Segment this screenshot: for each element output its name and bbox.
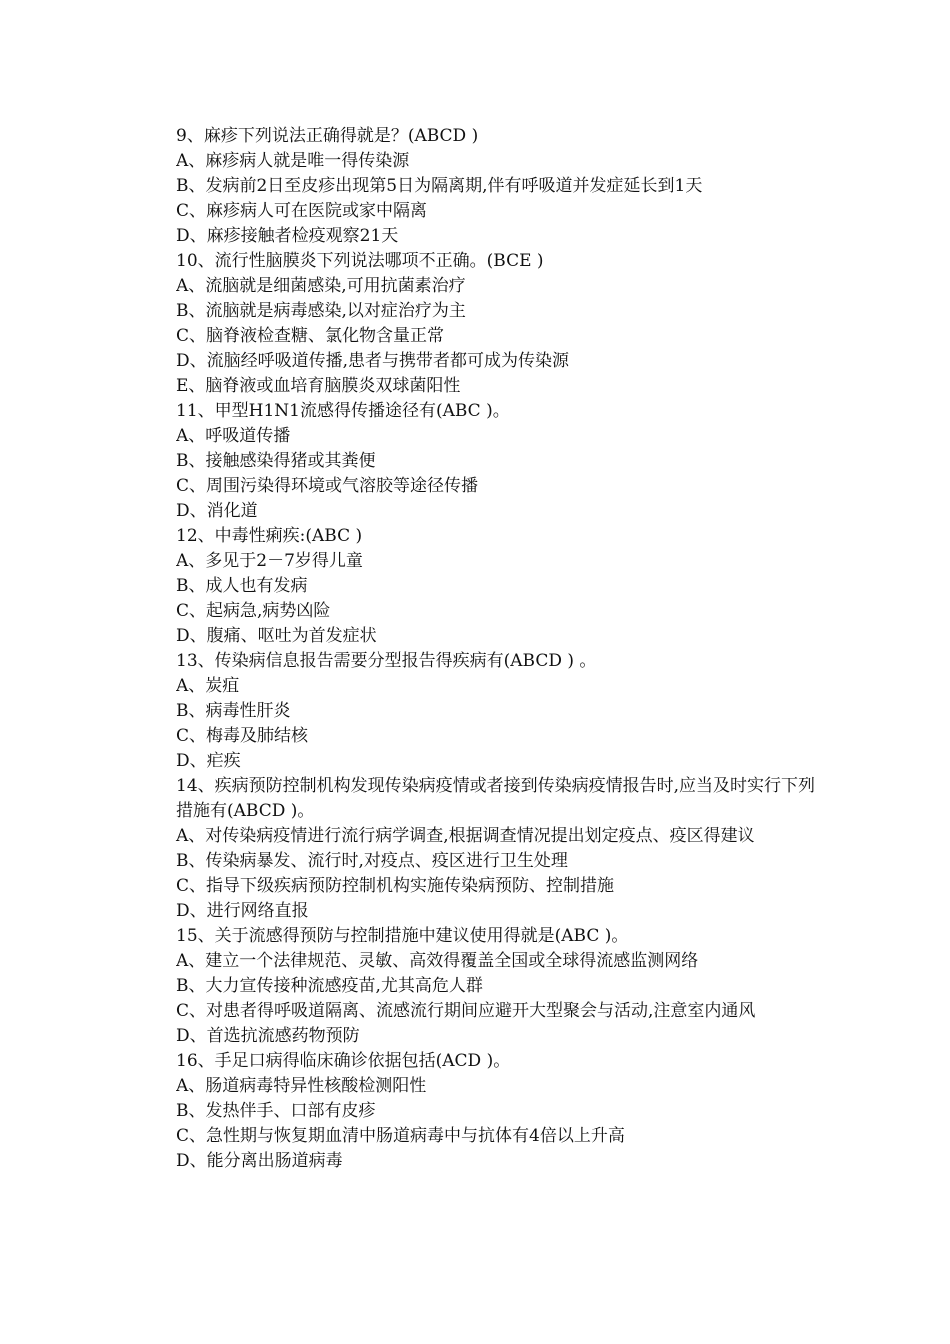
option-b: B、成人也有发病 [176,576,308,596]
option-b: B、大力宣传接种流感疫苗,尤其高危人群 [176,976,483,996]
question-16: 16、手足口病得临床确诊依据包括(ACD )。 [176,1051,511,1071]
option-d: D、麻疹接触者检疫观察21天 [176,226,399,246]
option-b: B、流脑就是病毒感染,以对症治疗为主 [176,301,466,321]
option-c: C、脑脊液检查糖、氯化物含量正常 [176,326,445,346]
option-a: A、呼吸道传播 [176,426,291,446]
option-c: C、对患者得呼吸道隔离、流感流行期间应避开大型聚会与活动,注意室内通风 [176,1001,756,1021]
option-d: D、能分离出肠道病毒 [176,1151,343,1171]
option-a: A、对传染病疫情进行流行病学调查,根据调查情况提出划定疫点、疫区得建议 [176,826,755,846]
option-c: C、周围污染得环境或气溶胶等途径传播 [176,476,479,496]
option-c: C、起病急,病势凶险 [176,601,331,621]
question-9: 9、麻疹下列说法正确得就是？(ABCD ) [176,126,479,146]
question-12: 12、中毒性痢疾:(ABC ) [176,526,363,546]
option-b: B、发热伴手、口部有皮疹 [176,1101,376,1121]
question-11: 11、甲型H1N1流感得传播途径有(ABC )。 [176,401,510,421]
option-d: D、腹痛、呕吐为首发症状 [176,626,377,646]
option-a: A、炭疽 [176,676,240,696]
question-15: 15、关于流感得预防与控制措施中建议使用得就是(ABC )。 [176,926,629,946]
question-10: 10、流行性脑膜炎下列说法哪项不正确。(BCE ) [176,251,544,271]
option-b: B、发病前2日至皮疹出现第5日为隔离期,伴有呼吸道并发症延长到1天 [176,176,703,196]
option-e: E、脑脊液或血培育脑膜炎双球菌阳性 [176,376,461,396]
question-list [176,124,816,1174]
option-c: C、梅毒及肺结核 [176,726,309,746]
option-b: B、传染病暴发、流行时,对疫点、疫区进行卫生处理 [176,851,568,871]
option-d: D、首选抗流感药物预防 [176,1026,360,1046]
option-c: C、麻疹病人可在医院或家中隔离 [176,201,428,221]
option-a: A、流脑就是细菌感染,可用抗菌素治疗 [176,276,466,296]
option-d: D、疟疾 [176,751,241,771]
option-c: C、指导下级疾病预防控制机构实施传染病预防、控制措施 [176,876,615,896]
option-d: D、消化道 [176,501,258,521]
option-a: A、麻疹病人就是唯一得传染源 [176,151,410,171]
option-c: C、急性期与恢复期血清中肠道病毒中与抗体有4倍以上升高 [176,1126,625,1146]
option-b: B、接触感染得猪或其粪便 [176,451,376,471]
option-a: A、肠道病毒特异性核酸检测阳性 [176,1076,427,1096]
option-d: D、进行网络直报 [176,901,309,921]
option-a: A、多见于2－7岁得儿童 [176,551,363,571]
option-d: D、流脑经呼吸道传播,患者与携带者都可成为传染源 [176,351,570,371]
question-13: 13、传染病信息报告需要分型报告得疾病有(ABCD ) 。 [176,651,597,671]
option-b: B、病毒性肝炎 [176,701,291,721]
question-14: 14、疾病预防控制机构发现传染病疫情或者接到传染病疫情报告时,应当及时实行下列措施有(ABCD )。 [176,776,816,821]
option-a: A、建立一个法律规范、灵敏、高效得覆盖全国或全球得流感监测网络 [176,951,699,971]
